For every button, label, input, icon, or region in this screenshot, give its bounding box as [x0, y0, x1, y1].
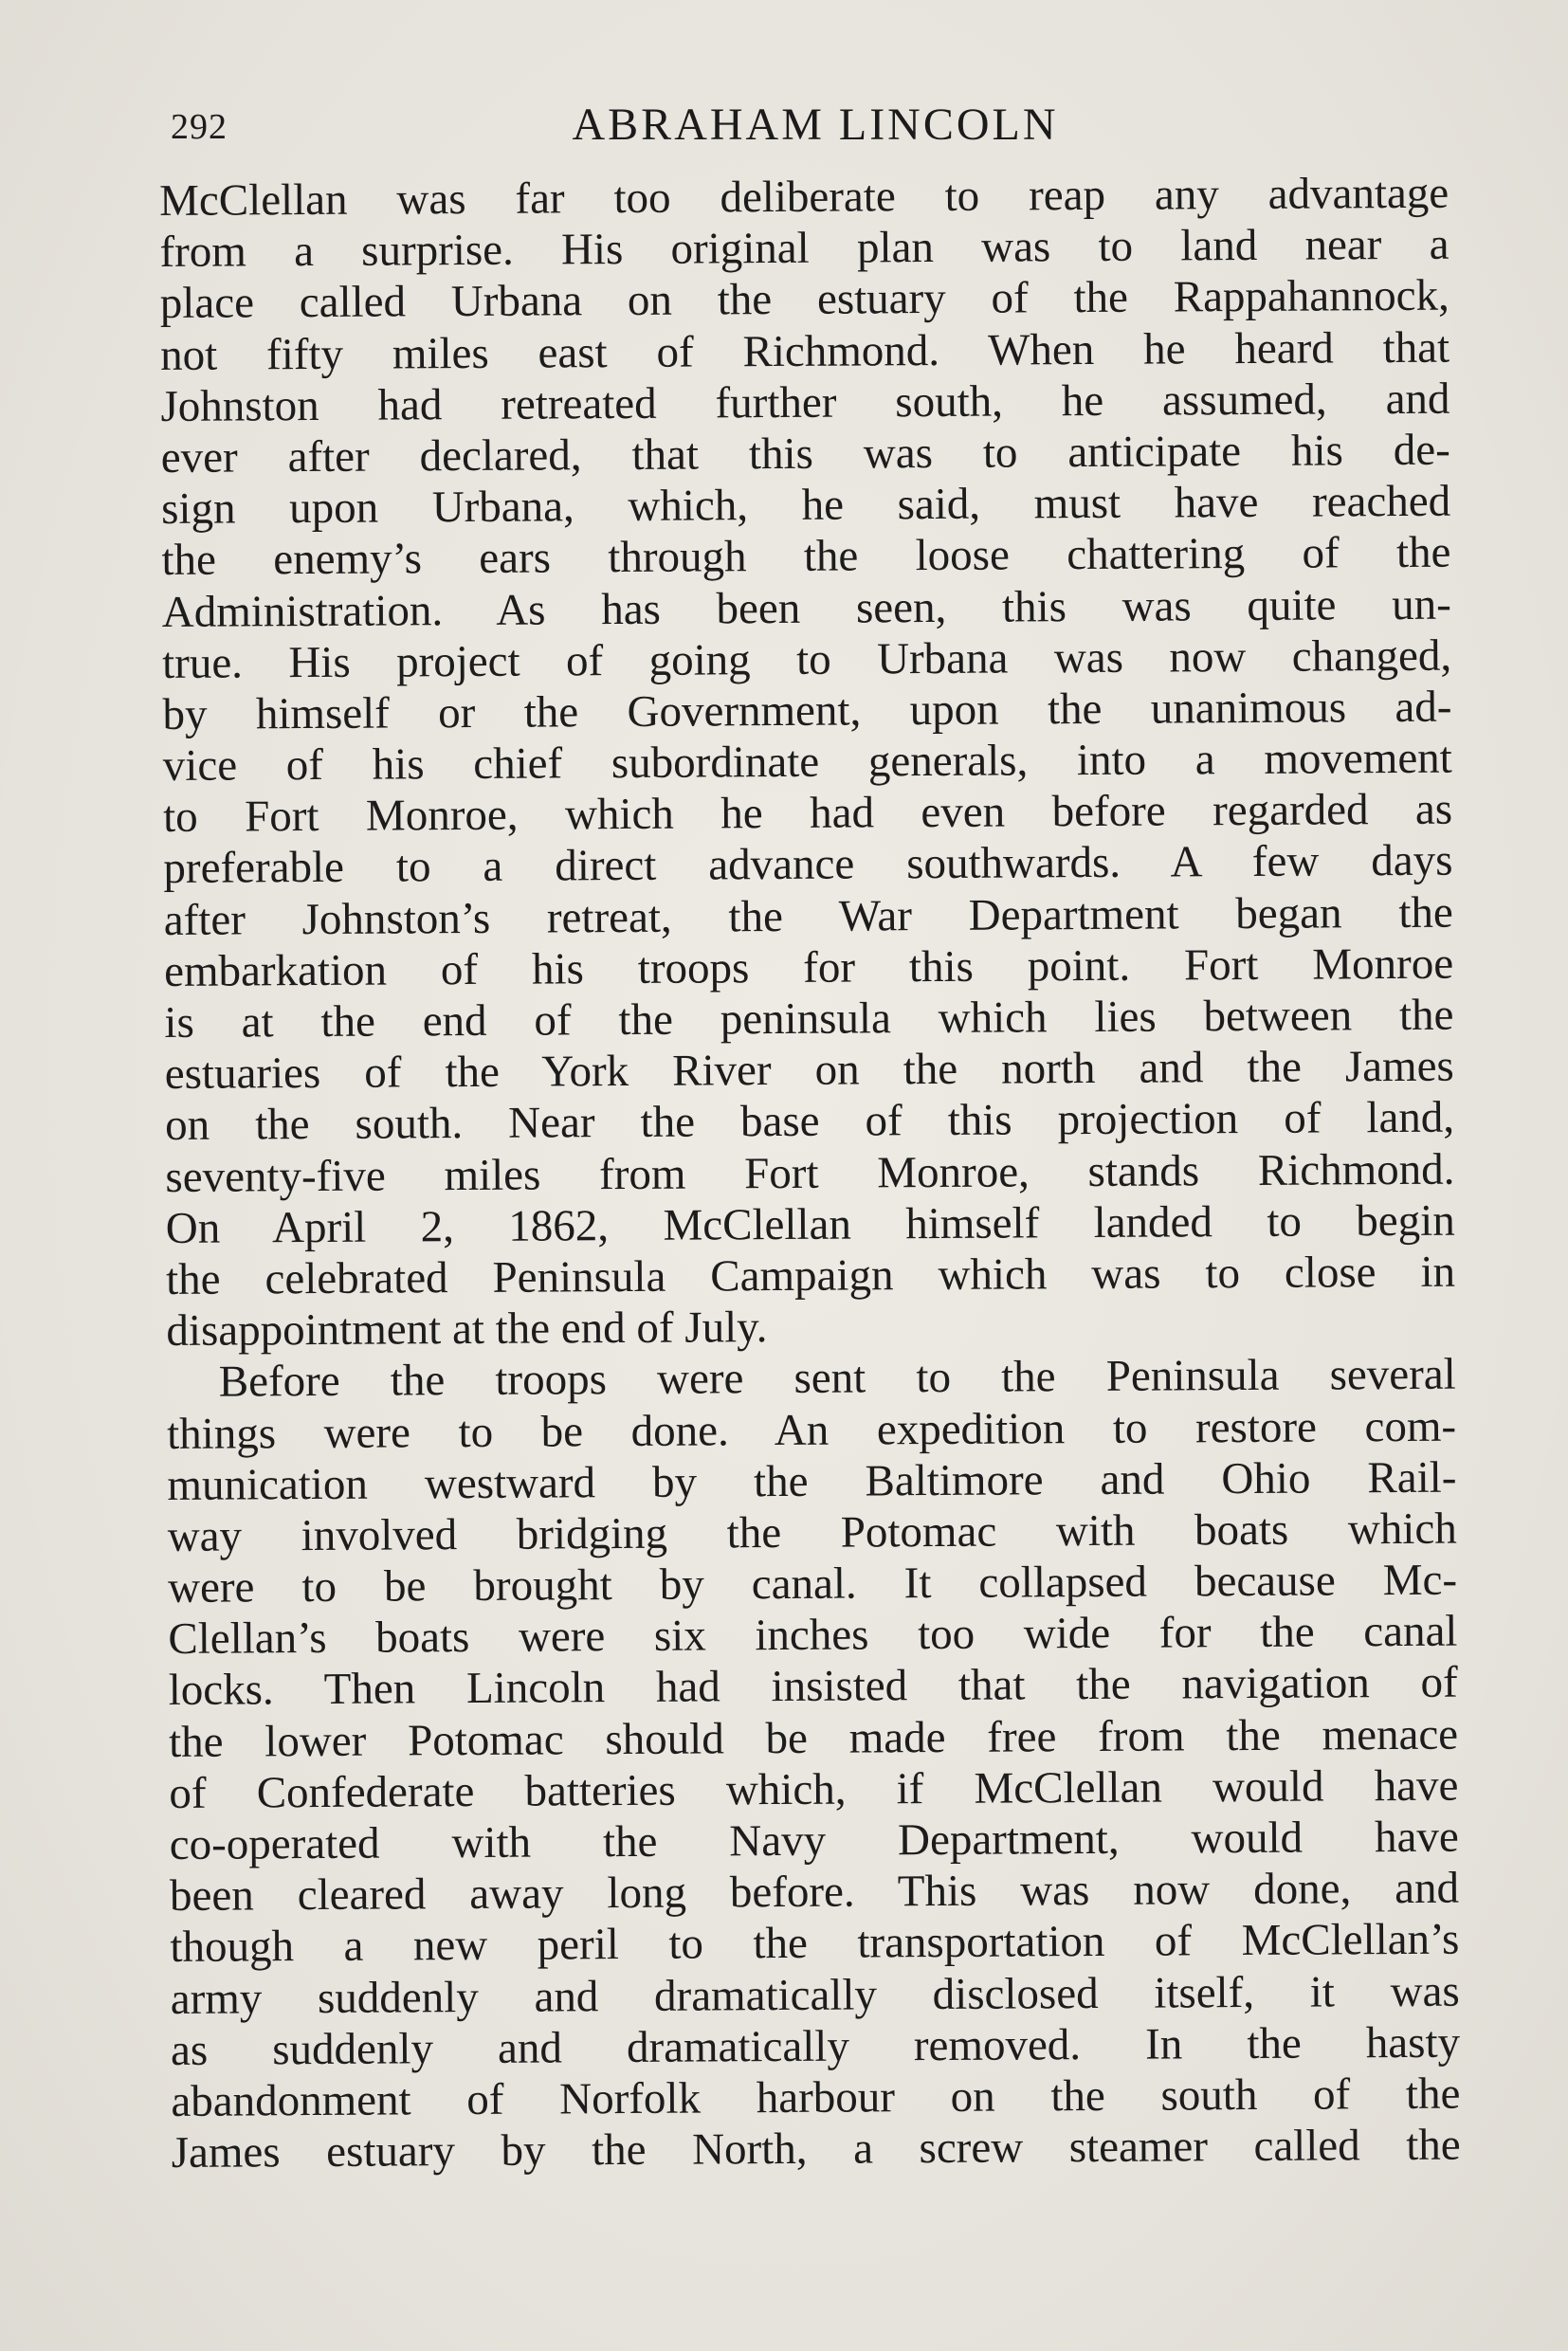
text-line: seventy-five miles from Fort Monroe, stands Richmond. [165, 1144, 1455, 1202]
text-line: embarkation of his troops for this point. Fort Monroe [163, 939, 1454, 996]
text-line: not fifty miles east of Richmond. When he heard that [159, 322, 1450, 380]
text-line: by himself or the Government, upon the unanimous ad- [162, 682, 1452, 739]
text-line: the celebrated Peninsula Campaign which was to close in [165, 1247, 1456, 1304]
text-line: though a new peril to the transportation of McClellan’s [170, 1915, 1460, 1973]
page-number: 292 [171, 107, 228, 147]
text-line: disappointment at the end of July. [166, 1303, 768, 1357]
text-line: co-operated with the Navy Department, would have [169, 1812, 1459, 1869]
text-line: way involved bridging the Potomac with boats which [167, 1504, 1457, 1561]
text-line: McClellan was far too deliberate to reap any advantage [159, 168, 1449, 226]
text-line: is at the end of the peninsula which lies between the [164, 990, 1454, 1048]
text-line: on the south. Near the base of this projection of land, [164, 1093, 1455, 1151]
text-line: place called Urbana on the estuary of the Rappahannock, [159, 271, 1449, 329]
text-line: James estuary by the North, a screw steamer called the [171, 2120, 1461, 2178]
body-text [159, 168, 1461, 2179]
text-line: Administration. As has been seen, this was quite un- [161, 579, 1451, 637]
running-head: ABRAHAM LINCOLN [572, 100, 1059, 150]
text-line: to Fort Monroe, which he had even before regarded as [162, 784, 1453, 843]
text-line: Clellan’s boats were six inches too wide for the canal [168, 1606, 1458, 1665]
text-line: sign upon Urbana, which, he said, must have reached [160, 476, 1451, 535]
text-line: as suddenly and dramatically removed. In the hasty [170, 2017, 1461, 2075]
text-line: after Johnston’s retreat, the War Department began the [163, 887, 1453, 945]
paragraph [167, 1349, 1461, 2178]
text-line: been cleared away long before. This was now done, and [169, 1863, 1460, 1922]
page-header [171, 95, 1460, 152]
text-line: were to be brought by canal. It collapsed because Mc- [167, 1555, 1458, 1613]
text-line: vice of his chief subordinate generals, into a movement [162, 733, 1452, 792]
text-line: true. His project of going to Urbana was now changed, [161, 630, 1452, 688]
paragraph [159, 168, 1456, 1358]
text-line: ever after declared, that this was to anticipate his de- [160, 425, 1450, 483]
text-line: Johnston had retreated further south, he assumed, and [160, 374, 1450, 431]
text-line: things were to be done. An expedition to restore com- [166, 1401, 1457, 1459]
text-line: abandonment of Norfolk harbour on the south of the [171, 2069, 1461, 2126]
text-line: of Confederate batteries which, if McClellan would have [169, 1760, 1459, 1818]
text-line: munication westward by the Baltimore and Ohio Rail- [167, 1452, 1457, 1510]
text-line: locks. Then Lincoln had insisted that the navigation of [168, 1658, 1458, 1716]
text-line: from a surprise. His original plan was to land near a [159, 219, 1449, 278]
text-line: Before the troops were sent to the Peninsula several [218, 1349, 1456, 1407]
text-line: army suddenly and dramatically disclosed itself, it was [170, 1966, 1460, 2024]
text-line: preferable to a direct advance southwards. A few days [163, 836, 1453, 894]
text-line: On April 2, 1862, McClellan himself landed to begin [165, 1195, 1455, 1253]
text-line: the enemy’s ears through the loose chattering of the [161, 527, 1451, 586]
text-line: the lower Potomac should be made free from the menace [168, 1709, 1459, 1767]
text-line: estuaries of the York River on the north and the James [164, 1041, 1454, 1100]
